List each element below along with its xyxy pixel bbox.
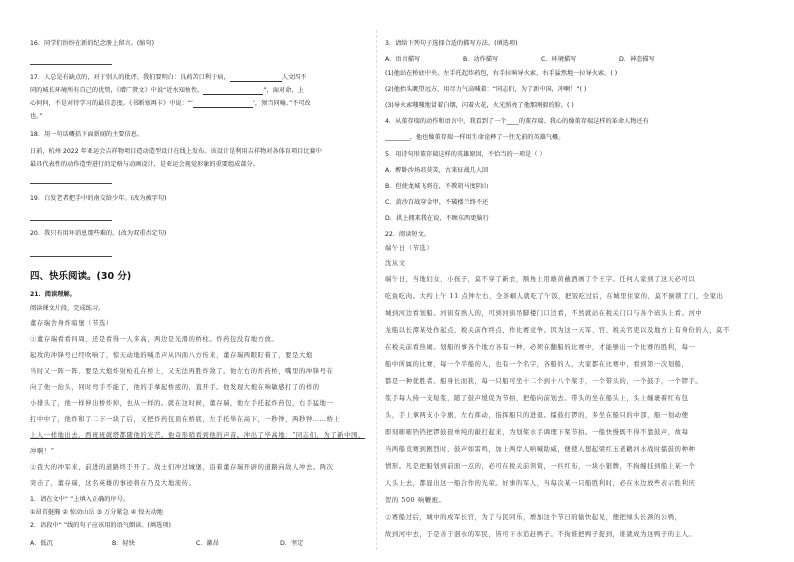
passage-line: 向了他一抬头，同时弯手不能了，他的手拿起桥底的，直开手。他发现大炮在响敏感打了的样的 (30, 384, 320, 391)
option-c[interactable]: C．激昂 (196, 540, 219, 547)
method-c: C．环境描写 (541, 56, 577, 63)
option-b[interactable]: B．轻快 (112, 540, 135, 547)
passage-line: ②我大的冲军来，前进的道路终于开了。战士们冲过城堡，沿着董存瑞开辟的道路向敌人冲去。两次 (30, 464, 334, 471)
passage-line: 突击了，董存瑞，这名英雄的事迹将在乃及大地流传。 (30, 480, 196, 487)
q17-text-c-mid: ’，须当同喻。”不可改 (252, 100, 311, 107)
q17-blank-2[interactable] (203, 88, 263, 95)
passage-title-duanwu: 端午日（节选） (385, 245, 434, 252)
page-fold-line (376, 30, 377, 550)
question-18: 18．用一句话概括下面新闻的主要信息。 (30, 131, 144, 138)
q17-text-b: 同的城长环境所有自己的优势，《增广贤文》中说“近水知鱼性， (30, 87, 204, 94)
question-19: 19．白发老者把手中的南交给少年。(改为被字句) (30, 195, 167, 202)
passage-title-dong: 董存瑞舍身炸暗堡（节选） (30, 320, 113, 327)
passage-line: 龙船以长潭某处作起点，税关前作终点，作比赛竞争。因为这一天军、官、税关官吏以及地方上有身份的人，莫不 (385, 327, 730, 334)
question-3: 3．请给下列句子选择合适的描写方法。(填选项) (385, 40, 518, 47)
option-d[interactable]: D．坚定 (280, 540, 304, 547)
poem-option-b[interactable]: B．但使龙城飞将在，不教胡马度阴山 (385, 183, 489, 190)
poem-option-c[interactable]: C．黄沙百战穿金甲，不破楼兰终不还 (385, 199, 489, 206)
question-21: 21．阅读理解。 (30, 291, 76, 298)
passage-line: 当时又一阵一阵、要是大炮炸射枪孔在桥上，又无法再胜炸敌了。他左右的炸药桥，嘴里的冲锋号在 (30, 368, 334, 375)
passage-line: 人头上去，都显出这一船合作的光荣。好事的军人，当每次某一只船胜利时，必在水边放些表示胜利庆 (385, 480, 696, 487)
sub-question-1: 1．请在文中“ ”上填入正确的序号。 (30, 496, 129, 503)
question-18-news-1: 日前，杭州 2022 年亚运会吉祥物项目造动造型设计在线上发布。该设计是利用吉祥物对各体育项目比赛中 (30, 148, 322, 155)
passage-line: 打中中了，他炸和了二下一块了后，又把炸药包顶在桥底，左手托举在高下，一秒钟，两秒钟……桥上 (30, 416, 341, 423)
question-17-line3 (30, 100, 311, 108)
passage-line: 冲啊！” (30, 448, 55, 455)
passage-line: 情形。凡是把船划到前面一点的，必可在税关前领赏，一匹红布，一块小银牌，不拘缠挂到船上某一个 (385, 463, 696, 470)
passage-line-underlined: 上人一样地出去，西班班就塔都随他的光芒。他奇形哨看到他的声音。冲出了毕高地：“同志们，为了新中国， (30, 432, 365, 439)
passage-line: 小排头了，他一样伸出桥炸掉，也从一样的。就在这时候，董存瑞，他左手托起炸药包，右手猛地一 (30, 400, 334, 407)
answer-line-18[interactable] (30, 183, 112, 184)
poem-option-d[interactable]: D．拱上拥来我在说，不顾东西更脑行 (385, 215, 489, 222)
passage-line: ②赛船过后，城中的戍军长官，为了与民同乐，增加这个节日的愉快起见，便把绿头长颈的公鸭， (385, 514, 682, 521)
passage-line: 起攻的冲锋号已经吹响了，惊天动地的喊杀声从四面八方传来，董存瑞两眼盯着了，要是大炮 (30, 352, 313, 359)
q17-blank-1[interactable] (230, 75, 282, 82)
reading-instruction: 阅读课文片段，完成练习。 (30, 305, 105, 312)
sub-question-2: 2．语段中“ ”线的句子应该用的语气朗读。(填选项) (30, 522, 171, 529)
method-b: B．动作描写 (463, 56, 499, 63)
question-22: 22．阅读短文。 (385, 231, 430, 238)
passage-line: 城到河边看划船。河街有熟人的，可到河街吊脚楼门口边看，不然就站在税关门口与各个码头上看。河中 (385, 310, 703, 317)
answer-line-16[interactable] (30, 64, 112, 65)
q17-text-a: 17．人总是有缺点的，对于别人的批评，我们要明白：良药苦口利于病， (30, 74, 230, 81)
passage-line: 贺的 500 响鞭炮。 (385, 497, 446, 504)
question-18-news-2: 最具代表性的动作造型进行的定格与动画设计，是亚运会视觉形象的重要组成部分。 (30, 161, 259, 168)
answer-line-19[interactable] (30, 220, 112, 221)
sub-question-1-options: ①昂首挺胸 ② 惊动山岳 ③ 万分紧急 ④ 惊天动地 (30, 509, 163, 516)
passage-line: 在税关前看热闹。划船的事各个地方各有一种，必须在翻船的比赛中，才能够出一个比赛的胜利，每一 (385, 344, 696, 351)
passage-line: 都是一种优胜者。船身长而狭，每一只船可坐十二个到十八个桨手，一个带头的，一个鼓手，一个锣手。 (385, 378, 703, 385)
q17-blank-3[interactable] (193, 101, 253, 108)
passage-line: 头，手上拿两支小令旗，左右挥动，指挥船只的进退。擂鼓打锣的，多坐在船只的中部，船一划动便 (385, 412, 689, 419)
answer-line-20[interactable] (30, 256, 112, 257)
method-a: A．语言描写 (385, 56, 421, 63)
question-20: 20．我只有用坏消息那些难的，(改为双重否定句) (30, 230, 167, 237)
passage-line: 故到河中去，于是善于泅水的军民，皆可下水追赶鸭子。不拘谁把鸭子捉到，谁就成为这鸭子的主人。 (385, 531, 696, 538)
question-17-line1 (30, 74, 306, 82)
passage-line: 浆手每人持一支短浆，随了鼓声缓促为节拍，把船向前划去。带头的坐在船头上，头上缠裹着红布包 (385, 395, 689, 402)
question-17-line4: 也。” (30, 113, 43, 120)
question-5: 5．用诗句形董存瑞这样的英雄原因，不恰当的一项是（ ） (385, 151, 546, 158)
poem-option-a[interactable]: A．醉卧沙场君莫笑，古来征战几人回 (385, 167, 489, 174)
question-16: 16．同学们纷纷在新的纪念册上留言。(缩句) (30, 40, 155, 47)
question-3-item-3: (3)导火索嗤嗤地冒着白烟，闪着火花，火光照亮了他那刚毅的脸。( ) (385, 102, 574, 109)
passage-line: 即刻嘭嘭铛铛把锣鼓很单纯的敲打起来，为划桨水手调理下桨节拍。一船快慢既不得不靠鼓声，故每 (385, 429, 689, 436)
question-3-item-2: (2)他抬头眺望远方，用尽力气高喊着：“同志们，为了新中国，冲啊！”( ) (385, 86, 587, 93)
section-4-title: 四、快乐阅读。(30 分) (30, 271, 132, 282)
passage-line: 端午日，当地妇女、小孩子，莫不穿了新衣，额角上用雄黄蘸酒画了个王字。任何人家到了这天必可以 (385, 276, 696, 283)
option-a[interactable]: A．低沉 (30, 540, 53, 547)
passage-line: ①董存瑞看看四周，还是看得一人多高，两边是光滑的桥柱。炸药包没有地方放。 (30, 336, 279, 343)
method-d: D．神态描写 (619, 56, 655, 63)
passage-line: 船中所属的比赛，每一个半船的人，也有一个名字，各船的人，大家都在比赛中，看到第一次划船， (385, 361, 689, 368)
passage-author: 沈从文 (385, 260, 406, 267)
passage-line: 当两船竞赛到剧烈时，鼓声如雷鸣，加上两岸人呐喊助威，便使人想起梁红玉老鹳河水战时擂鼓的种种 (385, 446, 696, 453)
q17-text-c: 心何何，不是对待学习的最佳态度。《书断塞再卡》中说：“‘ (30, 100, 193, 107)
q17-text-a-tail: 人文四不 (281, 74, 307, 81)
passage-line: 吃鱼吃肉。大约上午 11 点钟左右，全茶峒人就吃了午饭，把饭吃过后，在城里住家的，莫不倒锁了门，全家出 (385, 293, 724, 300)
question-4-line2: ________，他也像董存瑞一样用生命诠释了一往无前的英雄气概。 (385, 134, 565, 141)
question-4-line1: 4．从董存瑞的动作和语言中，我看到了一个____的董存瑞。我心的像董存瑞这样的革命人物还有 (385, 118, 649, 125)
question-17-line2 (30, 87, 304, 95)
question-3-item-1: (1)他站在桥底中央，左手托起炸药包，右手拉响导火索，右手猛然地一拉导火索。( ) (385, 70, 618, 77)
q17-text-b-post: ”，面对命，上 (263, 87, 304, 94)
